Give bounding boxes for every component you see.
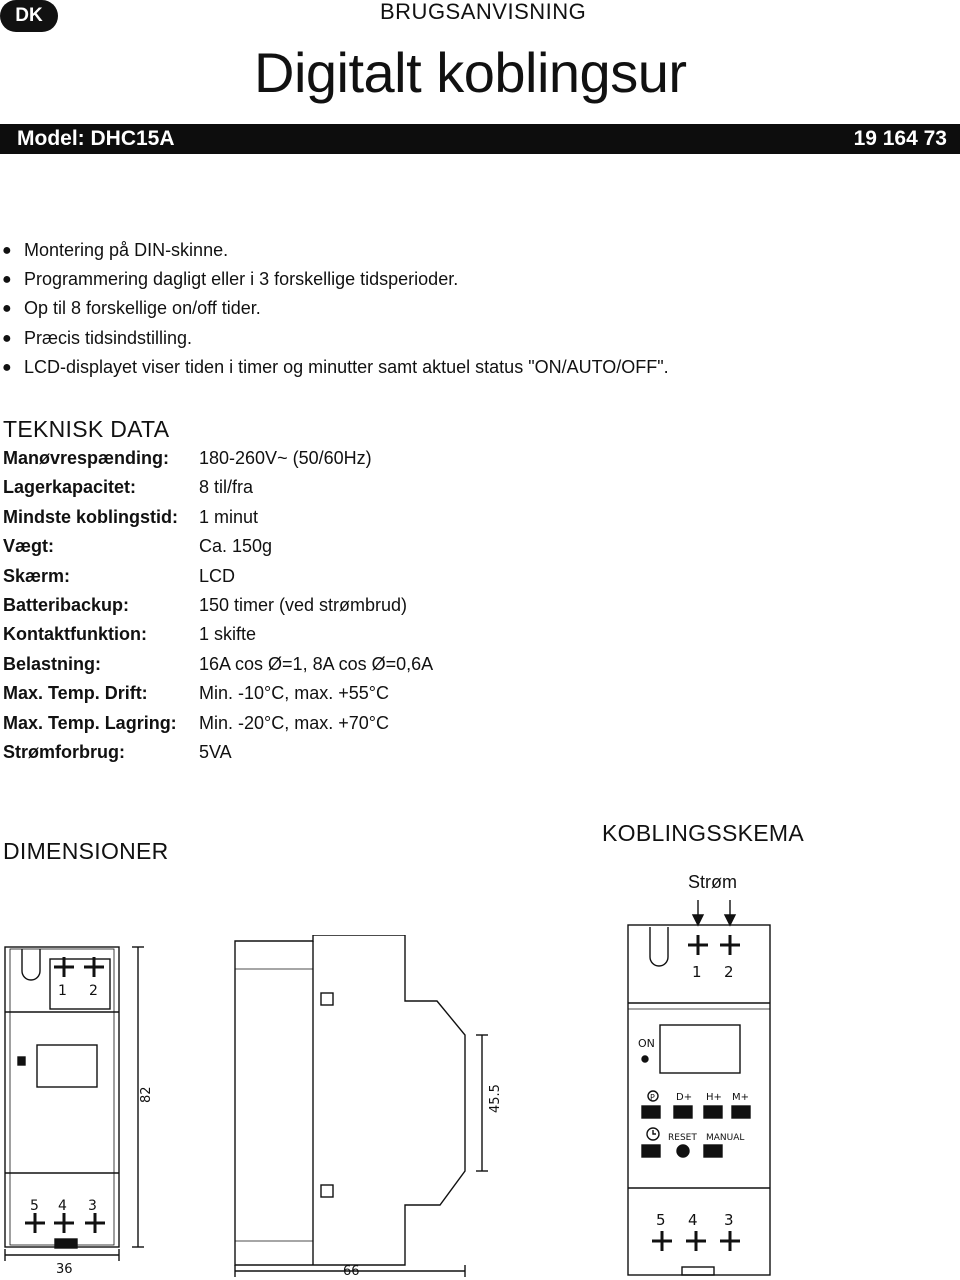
front-height-label: 82 <box>139 1086 154 1103</box>
spec-row: Skærm: LCD <box>3 565 236 586</box>
feature-list <box>2 236 669 382</box>
wiring-heading: KOBLINGSSKEMA <box>602 820 805 846</box>
dimensions-heading: DIMENSIONER <box>3 838 169 864</box>
front-terminal-top-1: 1 <box>58 983 67 999</box>
spec-row: Max. Temp. Drift: Min. -10°C, max. +55°C <box>3 683 389 704</box>
bullet-icon: ● <box>2 329 12 347</box>
side-dimension-drawing <box>225 935 515 1280</box>
bullet-icon: ● <box>2 271 12 289</box>
front-dimension-drawing <box>0 935 160 1280</box>
wiring-terminal-bottom-4: 4 <box>688 1211 698 1229</box>
feature-item: ● Programmering dagligt eller i 3 forskellige tidsperioder. <box>2 265 669 294</box>
wiring-terminal-bottom-3: 3 <box>724 1211 734 1229</box>
bullet-icon: ● <box>2 242 12 259</box>
button-label-h: H+ <box>706 1092 722 1103</box>
model-bar <box>0 124 960 154</box>
front-terminal-bottom-4: 4 <box>58 1198 67 1214</box>
front-terminal-bottom-3: 3 <box>88 1198 97 1214</box>
language-badge: DK <box>0 0 58 32</box>
feature-item: ● Præcis tidsindstilling. <box>2 324 669 353</box>
front-width-label: 36 <box>56 1262 73 1277</box>
svg-text:P: P <box>650 1093 655 1102</box>
bullet-icon: ● <box>2 358 12 376</box>
wiring-terminal-bottom-5: 5 <box>656 1211 666 1229</box>
front-terminal-top-2: 2 <box>89 983 98 999</box>
feature-item: ● Montering på DIN-skinne. <box>2 236 669 265</box>
feature-item: ● LCD-displayet viser tiden i timer og minutter samt aktuel status "ON/AUTO/OFF". <box>2 353 669 382</box>
spec-table <box>3 444 433 767</box>
tech-data-heading: TEKNISK DATA <box>3 416 170 442</box>
wiring-terminal-top-2: 2 <box>724 963 734 981</box>
spec-row: Kontaktfunktion: 1 skifte <box>3 624 257 645</box>
spec-row: Belastning: 16A cos Ø=1, 8A cos Ø=0,6A <box>3 653 434 674</box>
feature-item: ● Op til 8 forskellige on/off tider. <box>2 294 669 323</box>
spec-row: Manøvrespænding: 180-260V~ (50/60Hz) <box>3 448 372 468</box>
button-label-d: D+ <box>676 1092 693 1103</box>
button-label-m: M+ <box>732 1092 750 1103</box>
article-number: 19 164 73 <box>853 127 947 150</box>
spec-row: Lagerkapacitet: 8 til/fra <box>3 477 254 498</box>
document-type: BRUGSANVISNING <box>380 0 587 24</box>
spec-row: Strømforbrug: 5VA <box>3 741 232 762</box>
side-height-label: 45.5 <box>488 1084 503 1113</box>
spec-row: Mindste koblingstid: 1 minut <box>3 506 259 527</box>
side-width-label: 66 <box>343 1264 360 1279</box>
manual-label: MANUAL <box>706 1133 745 1143</box>
power-label: Strøm <box>688 872 737 892</box>
page-title: Digitalt koblingsur <box>254 41 687 104</box>
wiring-terminal-top-1: 1 <box>692 963 702 981</box>
spec-row: Batteribackup: 150 timer (ved strømbrud) <box>3 594 408 615</box>
spec-row: Max. Temp. Lagring: Min. -20°C, max. +70°C <box>3 712 389 733</box>
bullet-icon: ● <box>2 300 12 318</box>
wiring-diagram <box>620 895 800 1280</box>
on-label: ON <box>638 1037 655 1050</box>
model-label: Model: DHC15A <box>17 127 175 150</box>
power-arrow-icon <box>693 900 735 925</box>
reset-label: RESET <box>668 1133 697 1143</box>
spec-row: Vægt: Ca. 150g <box>3 536 273 557</box>
front-terminal-bottom-5: 5 <box>30 1198 39 1214</box>
